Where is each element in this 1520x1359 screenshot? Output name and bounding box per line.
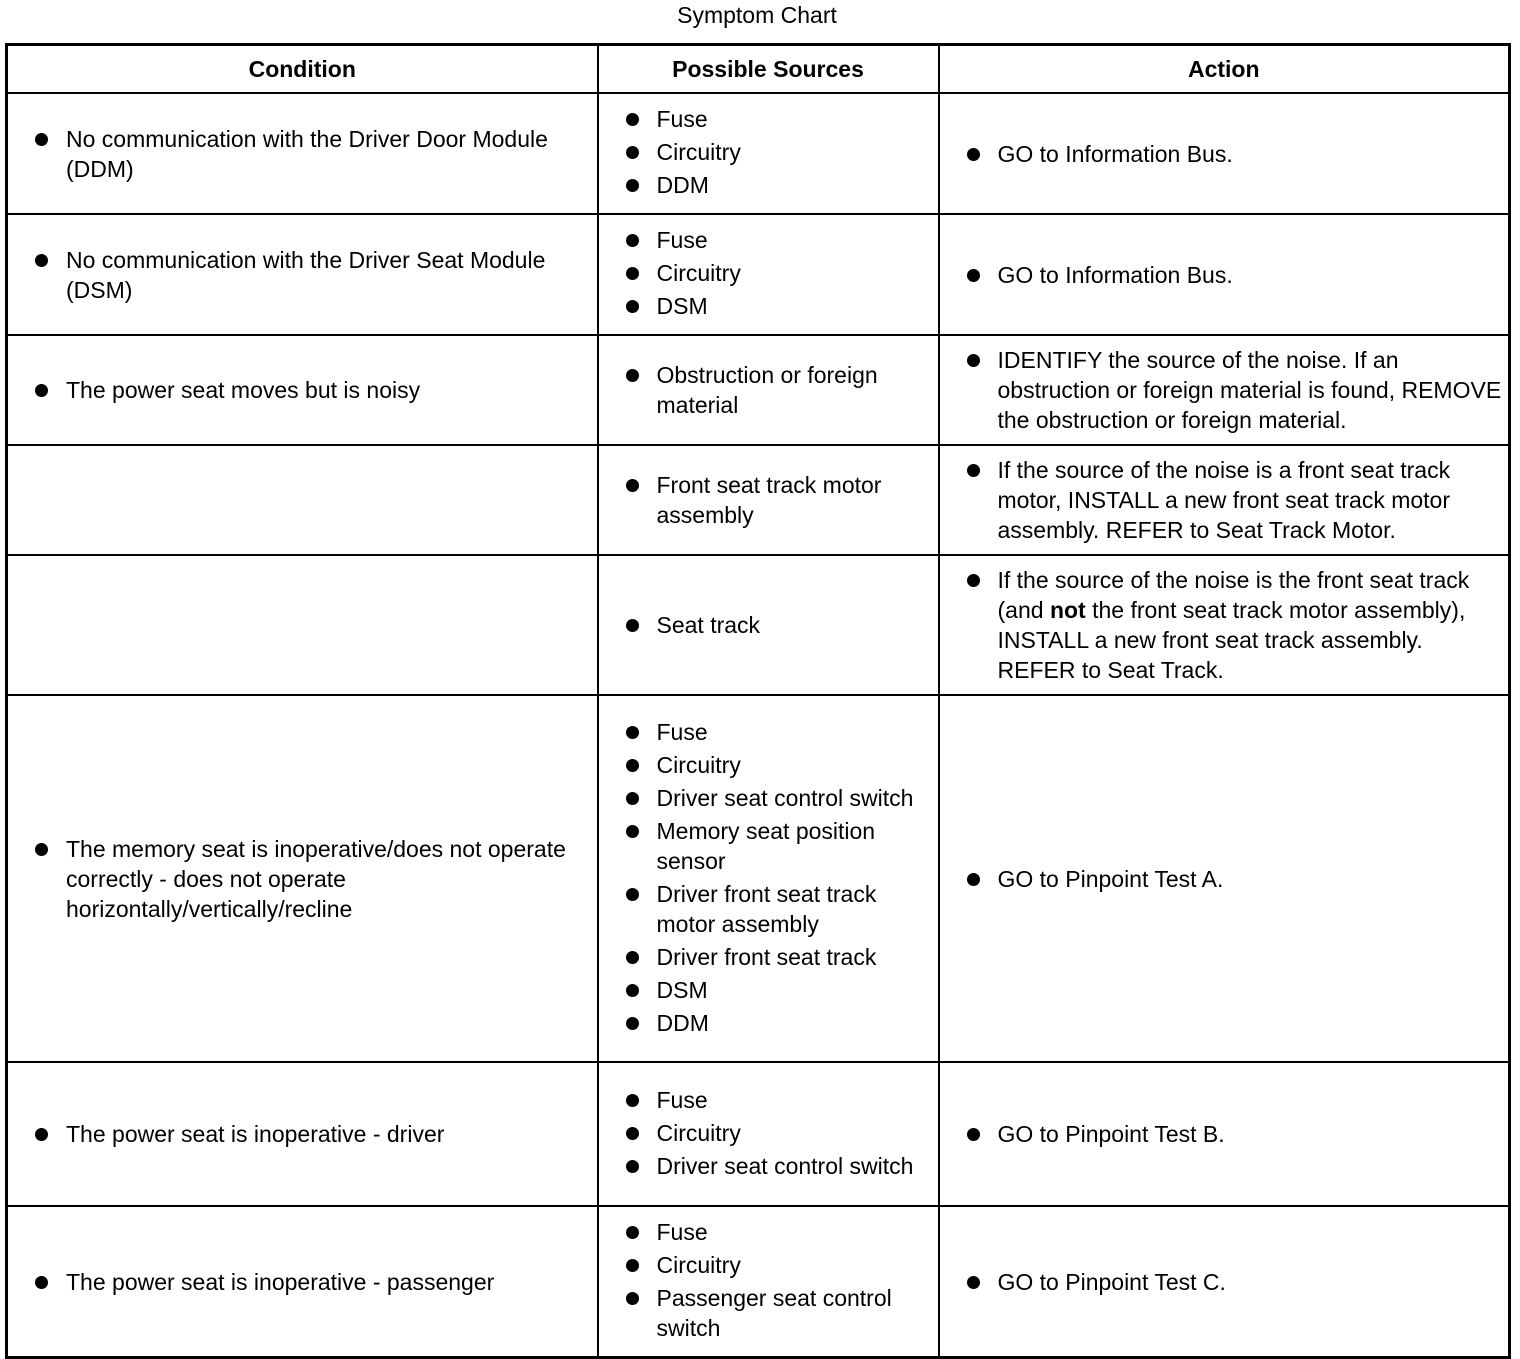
source-item: Fuse xyxy=(599,1217,932,1247)
action-text xyxy=(940,565,1503,685)
action-cell xyxy=(939,1206,1510,1358)
source-item: Circuitry xyxy=(599,258,932,288)
source-item: Fuse xyxy=(599,104,932,134)
source-item: Passenger seat control switch xyxy=(599,1283,932,1343)
source-item: Driver front seat track motor assembly xyxy=(599,879,932,939)
source-item: DDM xyxy=(599,1008,932,1038)
table-row xyxy=(7,214,1510,335)
action-cell xyxy=(939,695,1510,1062)
source-item: Driver front seat track xyxy=(599,942,932,972)
condition-text: The memory seat is inoperative/does not operate correctly - does not operate horizontally/vertically/recline xyxy=(8,834,591,924)
source-item: Circuitry xyxy=(599,1118,932,1148)
condition-cell xyxy=(7,1206,598,1358)
source-item: Fuse xyxy=(599,717,932,747)
condition-cell xyxy=(7,695,598,1062)
action-cell xyxy=(939,93,1510,214)
condition-cell xyxy=(7,445,598,555)
condition-cell xyxy=(7,214,598,335)
table-row xyxy=(7,1062,1510,1206)
source-item: Circuitry xyxy=(599,750,932,780)
table-row xyxy=(7,555,1510,695)
action-text: If the source of the noise is a front seat track motor, INSTALL a new front seat track motor assembly. REFER to Seat Track Motor. xyxy=(940,455,1503,545)
source-item: Fuse xyxy=(599,225,932,255)
sources-cell xyxy=(598,555,939,695)
sources-cell xyxy=(598,93,939,214)
action-text: GO to Information Bus. xyxy=(940,260,1503,290)
action-text: GO to Information Bus. xyxy=(940,139,1503,169)
condition-text: The power seat moves but is noisy xyxy=(8,375,591,405)
action-text-pre: If the source of the noise is the front seat track (and xyxy=(997,567,1470,623)
source-item: Memory seat position sensor xyxy=(599,816,932,876)
table-row xyxy=(7,93,1510,214)
header-possible-sources: Possible Sources xyxy=(598,45,939,94)
condition-cell xyxy=(7,335,598,445)
table-row xyxy=(7,695,1510,1062)
condition-text: The power seat is inoperative - driver xyxy=(8,1119,591,1149)
action-cell xyxy=(939,555,1510,695)
action-cell xyxy=(939,1062,1510,1206)
table-row xyxy=(7,445,1510,555)
source-item: DSM xyxy=(599,975,932,1005)
chart-title: Symptom Chart xyxy=(677,2,837,28)
source-item: DSM xyxy=(599,291,932,321)
sources-cell xyxy=(598,1206,939,1358)
action-text: GO to Pinpoint Test B. xyxy=(940,1119,1503,1149)
source-item: Circuitry xyxy=(599,137,932,167)
source-item: Seat track xyxy=(599,610,932,640)
condition-text: No communication with the Driver Seat Module (DSM) xyxy=(8,245,591,305)
source-item: Fuse xyxy=(599,1085,932,1115)
sources-cell xyxy=(598,1062,939,1206)
sources-cell xyxy=(598,695,939,1062)
source-item: DDM xyxy=(599,170,932,200)
condition-cell xyxy=(7,555,598,695)
action-text: GO to Pinpoint Test A. xyxy=(940,864,1503,894)
action-text-bold: not xyxy=(1049,597,1086,623)
action-cell xyxy=(939,445,1510,555)
source-item: Driver seat control switch xyxy=(599,783,932,813)
action-text: IDENTIFY the source of the noise. If an obstruction or foreign material is found, REMOVE the obstruction or foreign material. xyxy=(940,345,1503,435)
table-row xyxy=(7,1206,1510,1358)
sources-cell xyxy=(598,214,939,335)
source-item: Front seat track motor assembly xyxy=(599,470,932,530)
action-cell xyxy=(939,214,1510,335)
action-text: GO to Pinpoint Test C. xyxy=(940,1267,1503,1297)
header-action: Action xyxy=(939,45,1510,94)
action-cell xyxy=(939,335,1510,445)
source-item: Obstruction or foreign material xyxy=(599,360,932,420)
header-condition: Condition xyxy=(7,45,598,94)
condition-cell xyxy=(7,1062,598,1206)
sources-cell xyxy=(598,335,939,445)
header-row xyxy=(7,45,1510,94)
symptom-table xyxy=(5,43,1511,1359)
condition-text: The power seat is inoperative - passenger xyxy=(8,1267,591,1297)
condition-text: No communication with the Driver Door Module (DDM) xyxy=(8,124,591,184)
action-text-post: the front seat track motor assembly), INSTALL a new front seat track assembly. REFER to Seat Track. xyxy=(997,597,1466,683)
sources-cell xyxy=(598,445,939,555)
condition-cell xyxy=(7,93,598,214)
source-item: Circuitry xyxy=(599,1250,932,1280)
source-item: Driver seat control switch xyxy=(599,1151,932,1181)
table-row xyxy=(7,335,1510,445)
